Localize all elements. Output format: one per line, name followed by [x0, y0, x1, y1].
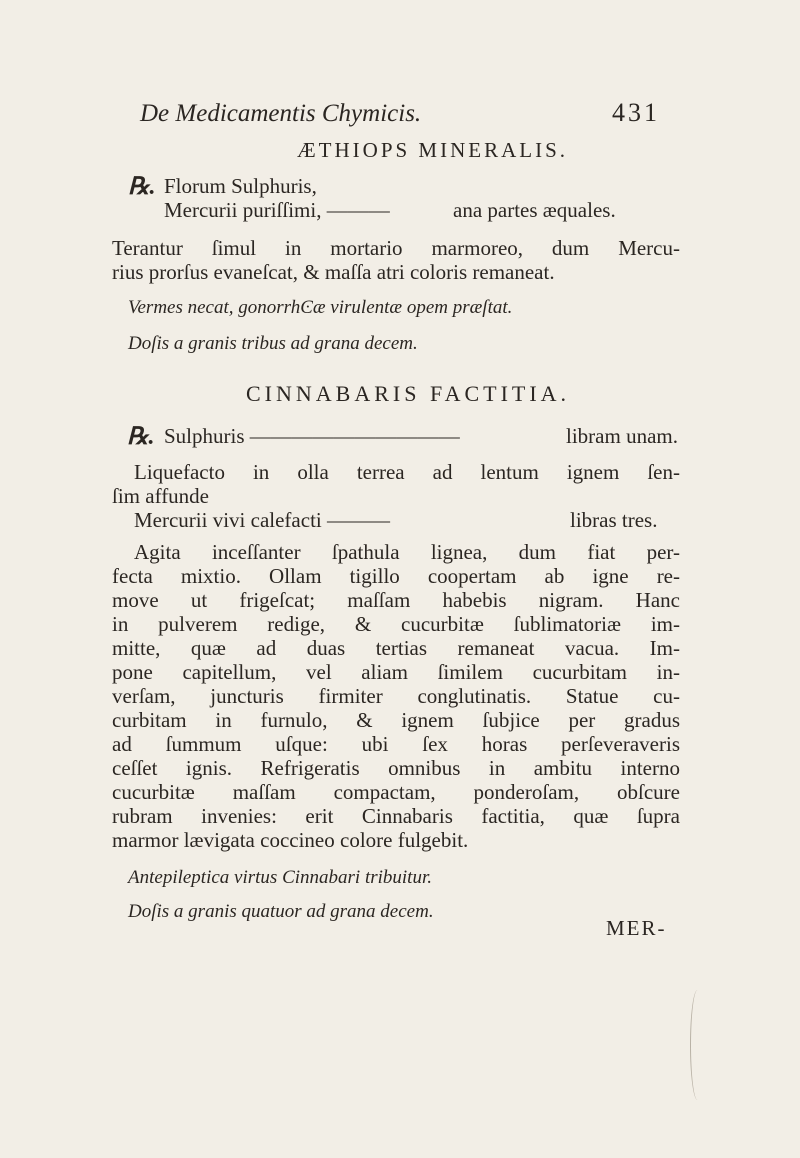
recipe-symbol: ℞.: [127, 424, 155, 450]
body-line: ad ſummum uſque: ubi ſex horas perſeveraveris: [112, 732, 680, 756]
body-line: marmor lævigata coccineo colore fulgebit.: [112, 828, 469, 852]
page-edge-mark: [690, 990, 705, 1100]
page-number: 431: [612, 98, 660, 127]
ingredient-line: Florum Sulphuris,: [164, 174, 317, 198]
running-title: De Medicamentis Chymicis.: [140, 100, 422, 127]
ingredient-line: Mercurii vivi calefacti ———: [134, 508, 390, 532]
body-line: mitte, quæ ad duas tertias remaneat vacua. Im-: [112, 636, 680, 660]
virtue-line: Antepileptica virtus Cinnabari tribuitur.: [128, 867, 432, 888]
section-heading-aethiops: ÆTHIOPS MINERALIS.: [297, 138, 569, 162]
quantity-text: libram unam.: [566, 424, 678, 448]
body-line: in pulverem redige, & cucurbitæ ſublimatoriæ im-: [112, 612, 680, 636]
body-line: rubram invenies: erit Cinnabaris factitia, quæ ſupra: [112, 804, 680, 828]
body-line: rius prorſus evaneſcat, & maſſa atri coloris remaneat.: [112, 260, 555, 284]
body-line: pone capitellum, vel aliam ſimilem cucurbitam in-: [112, 660, 680, 684]
body-line: Agita inceſſanter ſpathula lignea, dum fiat per-: [134, 540, 680, 564]
body-line: move ut frigeſcat; maſſam habebis nigram. Hanc: [112, 588, 680, 612]
body-line: ſim affunde: [112, 484, 210, 508]
body-line: Liquefacto in olla terrea ad lentum ignem ſen-: [134, 460, 680, 484]
body-line: ceſſet ignis. Refrigeratis omnibus in ambitu interno: [112, 756, 680, 780]
ingredient-line: Sulphuris ——————————: [164, 424, 460, 448]
body-line: curbitam in furnulo, & ignem ſubjice per gradus: [112, 708, 680, 732]
recipe-symbol: ℞.: [128, 174, 156, 200]
body-line: verſam, juncturis firmiter conglutinatis. Statue cu-: [112, 684, 680, 708]
body-line: fecta mixtio. Ollam tigillo coopertam ab igne re-: [112, 564, 680, 588]
quantity-text: ana partes æquales.: [453, 198, 616, 222]
catchword: MER-: [606, 916, 667, 940]
ingredient-line: Mercurii puriſſimi, ———: [164, 198, 390, 222]
quantity-text: libras tres.: [570, 508, 658, 532]
dose-line: Doſis a granis tribus ad grana decem.: [128, 333, 418, 354]
virtue-line: Vermes necat, gonorrhϾæ virulentæ opem præſtat.: [128, 297, 513, 318]
section-heading-cinnabaris: CINNABARIS FACTITIA.: [246, 381, 571, 406]
body-line: cucurbitæ maſſam compactam, ponderoſam, obſcure: [112, 780, 680, 804]
dose-line: Doſis a granis quatuor ad grana decem.: [128, 901, 434, 922]
body-line: Terantur ſimul in mortario marmoreo, dum Mercu-: [112, 236, 680, 260]
